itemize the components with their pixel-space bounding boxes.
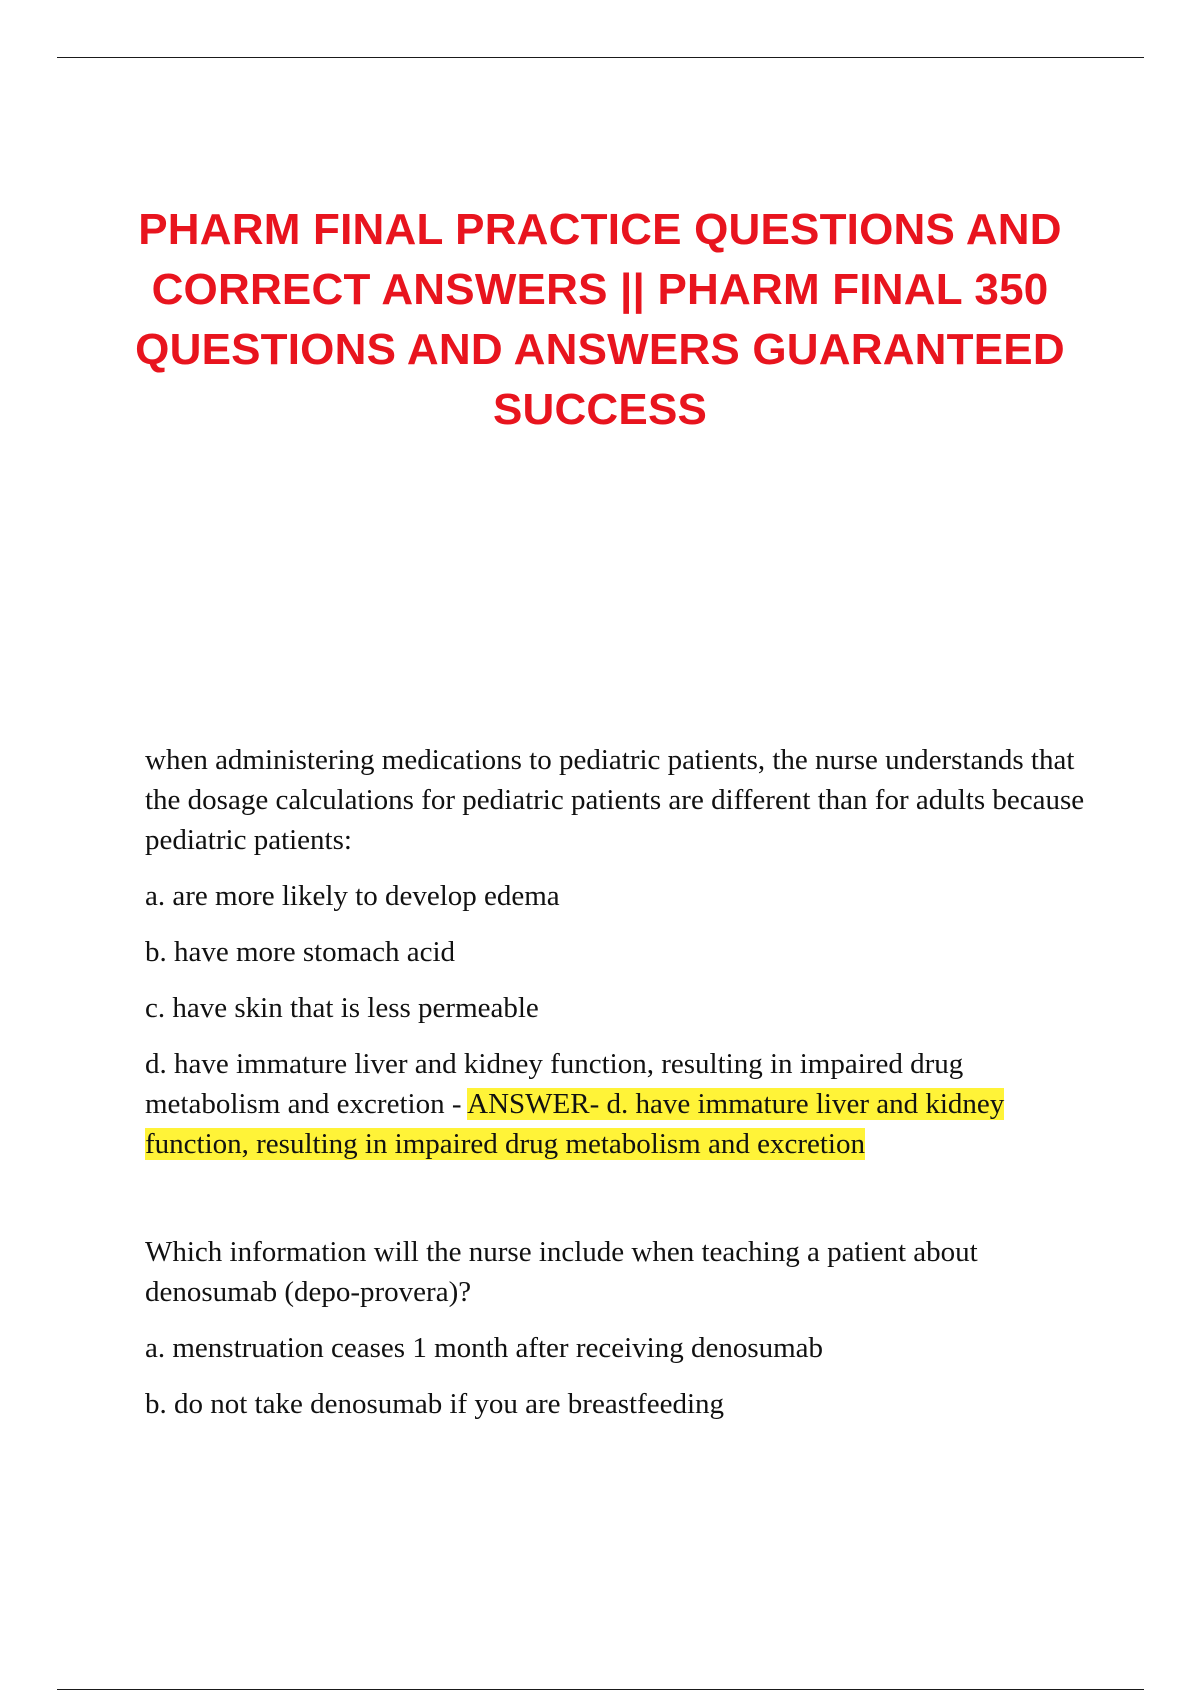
question-1 [145, 740, 1085, 1164]
option-b: b. have more stomach acid [145, 936, 456, 968]
answer-highlight: ANSWER- d. have immature liver and kidney function, resulting in impaired drug metabolism and excretion [145, 1088, 1005, 1160]
document-body [145, 740, 1085, 1440]
bottom-rule [57, 1689, 1144, 1690]
top-rule [57, 57, 1144, 58]
option-c: c. have skin that is less permeable [145, 992, 539, 1024]
option-a: a. menstruation ceases 1 month after receiving denosumab [145, 1332, 824, 1364]
option-a: a. are more likely to develop edema [145, 880, 560, 912]
option-d: d. have immature liver and kidney function, resulting in impaired drug metabolism and excretion - [145, 1048, 964, 1120]
question-2 [145, 1232, 1085, 1424]
option-b: b. do not take denosumab if you are breastfeeding [145, 1388, 725, 1420]
option-d-with-answer [145, 1044, 1085, 1164]
document-title: PHARM FINAL PRACTICE QUESTIONS AND CORRECT ANSWERS || PHARM FINAL 350 QUESTIONS AND ANSWERS GUARANTEED SUCCESS [135, 205, 1065, 434]
question-prompt: when administering medications to pediatric patients, the nurse understands that the dosage calculations for pediatric patients are different than for adults because pediatric patients: [145, 744, 1085, 856]
question-prompt: Which information will the nurse include when teaching a patient about denosumab (depo-provera)? [145, 1236, 978, 1308]
